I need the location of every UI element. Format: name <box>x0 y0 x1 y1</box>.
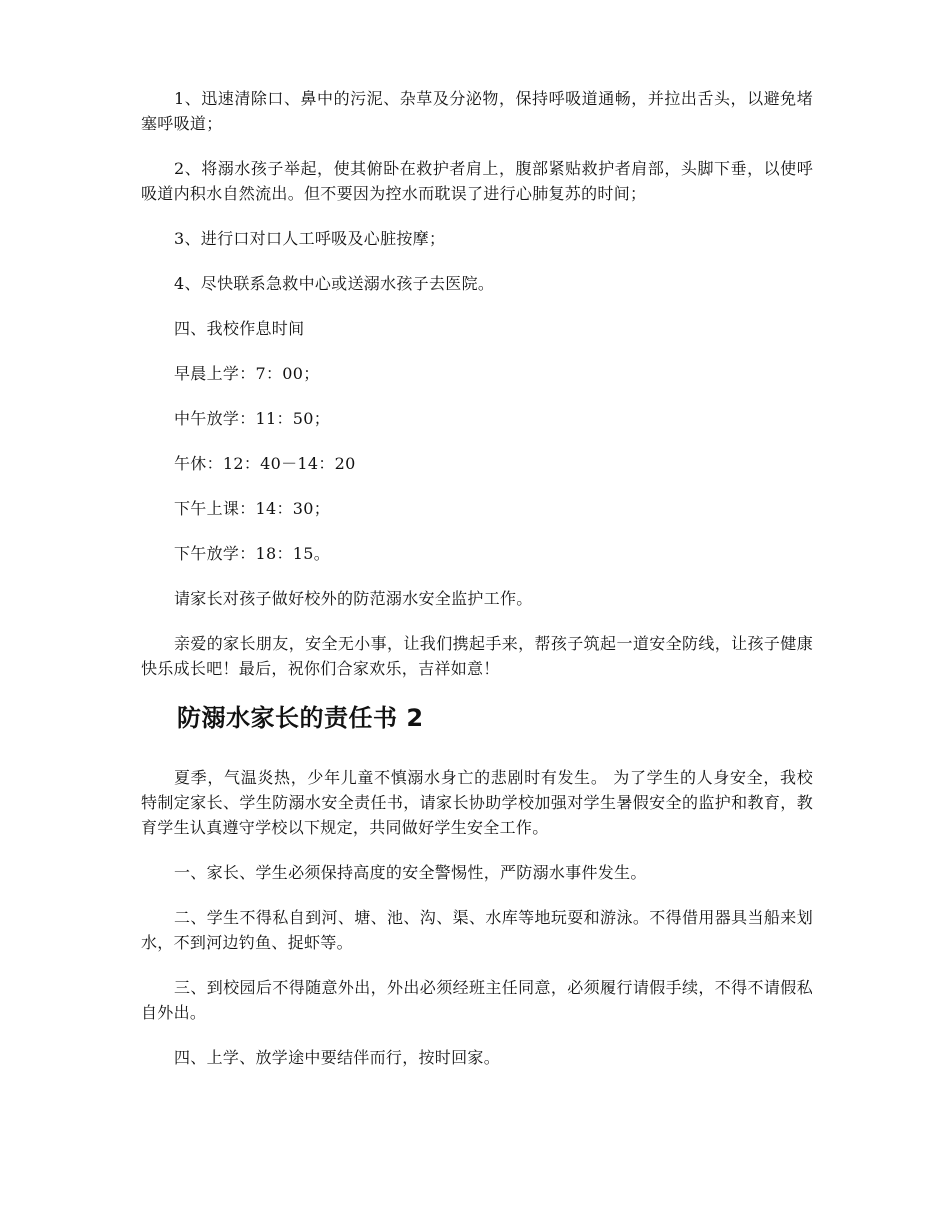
paragraph-schedule-noon: 中午放学：11：50； <box>174 409 331 428</box>
paragraph-rule-2: 二、学生不得私自到河、塘、池、沟、渠、水库等地玩耍和游泳。不得借用器具当船来划水，不到河边钓鱼、捉虾等。 <box>141 908 813 952</box>
paragraph-parent-request: 请家长对孩子做好校外的防范溺水安全监护工作。 <box>174 589 533 608</box>
paragraph-first-aid-step-1: 1、迅速清除口、鼻中的污泥、杂草及分泌物，保持呼吸道通畅，并拉出舌头，以避免堵塞呼吸道； <box>141 89 813 133</box>
paragraph-schedule-morning: 早晨上学：7：00； <box>174 364 320 383</box>
paragraph-schedule-afternoon-dismiss: 下午放学：18：15。 <box>174 544 331 563</box>
paragraph-first-aid-step-2: 2、将溺水孩子举起，使其俯卧在救护者肩上，腹部紧贴救护者肩部，头脚下垂，以使呼吸道内积水自然流出。但不要因为控水而耽误了进行心肺复苏的时间； <box>141 159 813 203</box>
paragraph-schedule-nap: 午休：12：40－14：20 <box>174 454 356 473</box>
paragraph-first-aid-step-3: 3、进行口对口人工呼吸及心脏按摩； <box>174 229 446 248</box>
section-title: 防溺水家长的责任书 2 <box>177 704 424 732</box>
paragraph-schedule-afternoon-class: 下午上课：14：30； <box>174 499 331 518</box>
paragraph-closing: 亲爱的家长朋友，安全无小事，让我们携起手来，帮孩子筑起一道安全防线，让孩子健康快乐成长吧！最后，祝你们合家欢乐，吉祥如意！ <box>141 634 813 678</box>
paragraph-schedule-heading: 四、我校作息时间 <box>174 319 305 338</box>
paragraph-intro: 夏季，气温炎热，少年儿童不慎溺水身亡的悲剧时有发生。 为了学生的人身安全，我校特制定家长、学生防溺水安全责任书，请家长协助学校加强对学生暑假安全的监护和教育，教育学生认真遵守学校以下规定，共同做好学生安全工作。 <box>141 768 813 837</box>
paragraph-rule-3: 三、到校园后不得随意外出，外出必须经班主任同意，必须履行请假手续，不得不请假私自外出。 <box>141 978 813 1022</box>
paragraph-rule-4: 四、上学、放学途中要结伴而行，按时回家。 <box>174 1048 501 1067</box>
paragraph-rule-1: 一、家长、学生必须保持高度的安全警惕性，严防溺水事件发生。 <box>174 863 647 882</box>
paragraph-first-aid-step-4: 4、尽快联系急救中心或送溺水孩子去医院。 <box>174 274 495 293</box>
document-page <box>141 86 813 1090</box>
